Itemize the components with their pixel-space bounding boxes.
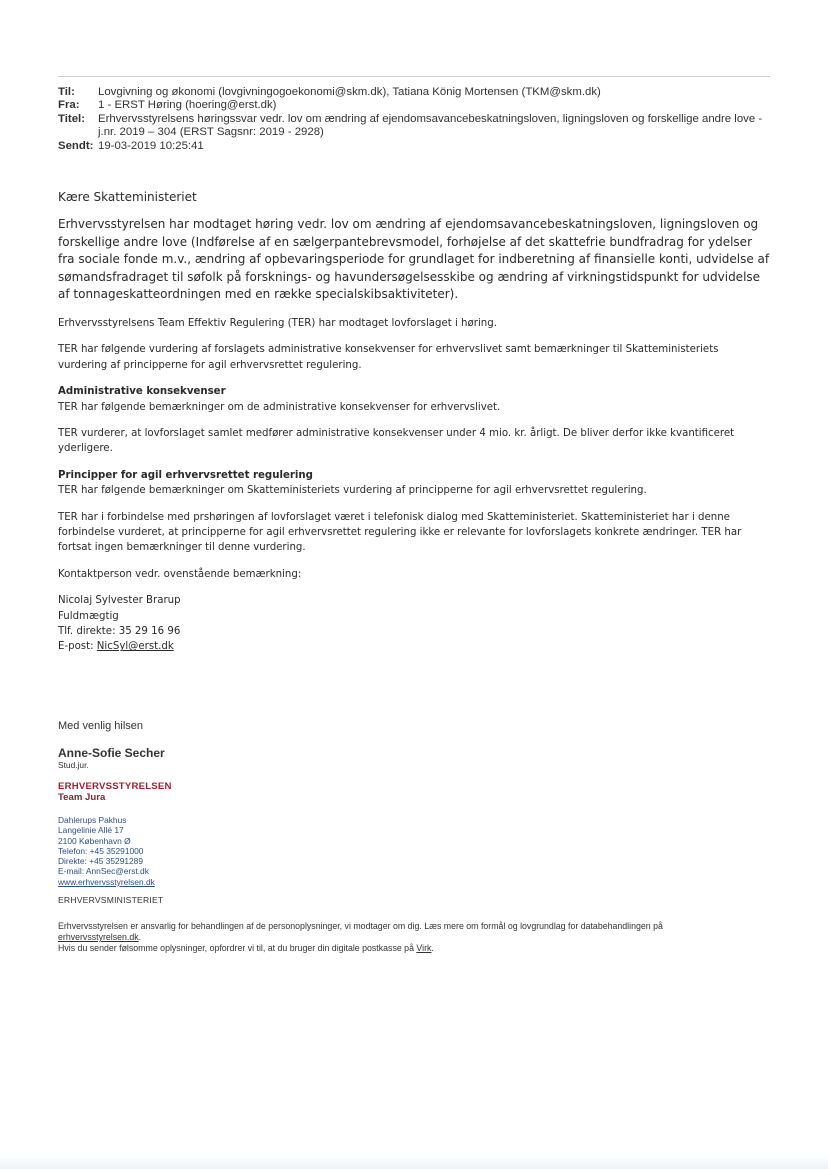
- contact-title: Fuldmægtig: [58, 610, 119, 622]
- privacy-end-2: .: [431, 943, 434, 954]
- direct-line: Direkte: +45 35291289: [58, 856, 143, 867]
- to-label: Til:: [58, 86, 75, 98]
- section-administrative: [58, 384, 770, 415]
- privacy-line-2: [58, 943, 738, 954]
- organization-name: ERHVERVSSTYRELSEN: [58, 781, 172, 792]
- header-divider: [58, 76, 770, 77]
- privacy-line-1: [58, 921, 738, 943]
- privacy-text-2: Hvis du sender følsomme oplysninger, opfordrer vi til, at du bruger din digitale postkasse på: [58, 943, 417, 954]
- section-principles: [58, 468, 770, 499]
- section1-line: TER har følgende bemærkninger om de administrative konsekvenser for erhvervslivet.: [58, 401, 501, 413]
- privacy-text-1: Erhvervsstyrelsen er ansvarlig for behandlingen af de personoplysninger, vi modtager om dig. Læs mere om formål og lovgrundlag for databehandlingen på: [58, 921, 663, 932]
- page-bottom-edge: [0, 1155, 828, 1169]
- team-paragraph: Erhvervsstyrelsens Team Effektiv Regulering (TER) har modtaget lovforslaget i høring.: [58, 317, 497, 329]
- privacy-link-virk[interactable]: Virk: [416, 943, 432, 954]
- from-row: [58, 99, 770, 112]
- section2-paragraph: TER har i forbindelse med prshøringen af lovforslaget været i telefonisk dialog med Skatteministeriet. Skatteministeriet har i denne forbindelse vurderet, at principperne for agil erhvervsrettet regulering ikke er relevante for lovforslagets konkrete ændringer. TER har fortsat ingen bemærkninger til denne vurdering.: [58, 511, 742, 554]
- section2-line: TER har følgende bemærkninger om Skatteministeriets vurdering af principperne for agil erhvervsrettet regulering.: [58, 485, 647, 497]
- section1-paragraph: TER vurderer, at lovforslaget samlet medfører administrative konsekvenser under 4 mio. kr. årligt. De bliver derfor ikke kvantificeret yderligere.: [58, 428, 735, 455]
- sent-label: Sendt:: [58, 139, 94, 152]
- address-line-3: 2100 København Ø: [58, 835, 131, 846]
- privacy-notice: [58, 921, 738, 955]
- signature-block: [58, 720, 770, 955]
- ministry-name: ERHVERVSMINISTERIET: [58, 895, 164, 906]
- subject-value: Erhvervsstyrelsens høringssvar vedr. lov om ændring af ejendomsavancebeskatningsloven, ligningsloven og forskellige andre love - j.nr. 2019 – 304 (ERST Sagsnr: 2019 - 2928): [98, 112, 763, 139]
- signer-name: Anne-Sofie Secher: [58, 746, 165, 760]
- subject-row: [58, 113, 770, 140]
- sent-value: 19-03-2019 10:25:41: [98, 139, 204, 152]
- contact-name: Nicolaj Sylvester Brarup: [58, 595, 181, 607]
- sent-row: [58, 140, 770, 153]
- contact-phone: Tlf. direkte: 35 29 16 96: [58, 626, 181, 638]
- subject-label: Titel:: [58, 112, 86, 125]
- to-row: [58, 86, 770, 99]
- privacy-end-1: .: [138, 932, 142, 943]
- greeting: Kære Skatteministeriet: [58, 190, 197, 204]
- team-name: Team Jura: [58, 792, 106, 803]
- section2-heading: Principper for agil erhvervsrettet regulering: [58, 469, 313, 481]
- from-label: Fra:: [58, 99, 80, 112]
- website-link[interactable]: www.erhvervsstyrelsen.dk: [58, 876, 155, 887]
- contact-email-row: [58, 639, 770, 654]
- email-header: [58, 86, 770, 153]
- lead-paragraph: Erhvervsstyrelsen har modtaget høring vedr. lov om ændring af ejendomsavancebeskatningsloven, ligningsloven og forskellige andre love (Indførelse af en sælgerpantebrevsmodel, forhøjelse af det skattefrie bundfradrag for ydelser fra sociale fonde m.v., ændring af opbevaringsperiode for grundlaget for indberetning af finansielle konti, udvidelse af sømandsfradraget til søfolk på forsknings- og havundersøgelsesskibe og ændring af virkningstidspunkt for udvidelse af tonnageskatteordningen med en række specialskibsaktiviteter).: [58, 217, 770, 302]
- from-value: 1 - ERST Høring (hoering@erst.dk): [98, 99, 277, 112]
- letter-body: [58, 190, 770, 666]
- email-line: E-mail: AnnSec@erst.dk: [58, 866, 149, 877]
- assessment-paragraph: TER har følgende vurdering af forslagets administrative konsekvenser for erhvervslivet samt bemærkninger til Skatteministeriets vurdering af principperne for agil erhvervsrettet regulering.: [58, 344, 719, 371]
- phone-line: Telefon: +45 35291000: [58, 845, 144, 856]
- address-line-1: Dahlerups Pakhus: [58, 815, 127, 825]
- signer-title: Stud.jur.: [58, 760, 89, 770]
- contact-block: [58, 593, 770, 655]
- regards: Med venlig hilsen: [58, 720, 143, 732]
- address-block: [58, 815, 770, 887]
- address-line-2: Langelinie Allé 17: [58, 825, 124, 836]
- to-value: Lovgivning og økonomi (lovgivningogoekonomi@skm.dk), Tatiana König Mortensen (TKM@skm.dk): [98, 86, 601, 98]
- contact-intro: Kontaktperson vedr. ovenstående bemærkning:: [58, 568, 302, 580]
- section1-heading: Administrative konsekvenser: [58, 386, 226, 398]
- contact-email-label: E-post:: [58, 641, 97, 653]
- privacy-link-erst[interactable]: erhvervsstyrelsen.dk: [58, 932, 139, 943]
- contact-email-link[interactable]: NicSyl@erst.dk: [96, 641, 174, 653]
